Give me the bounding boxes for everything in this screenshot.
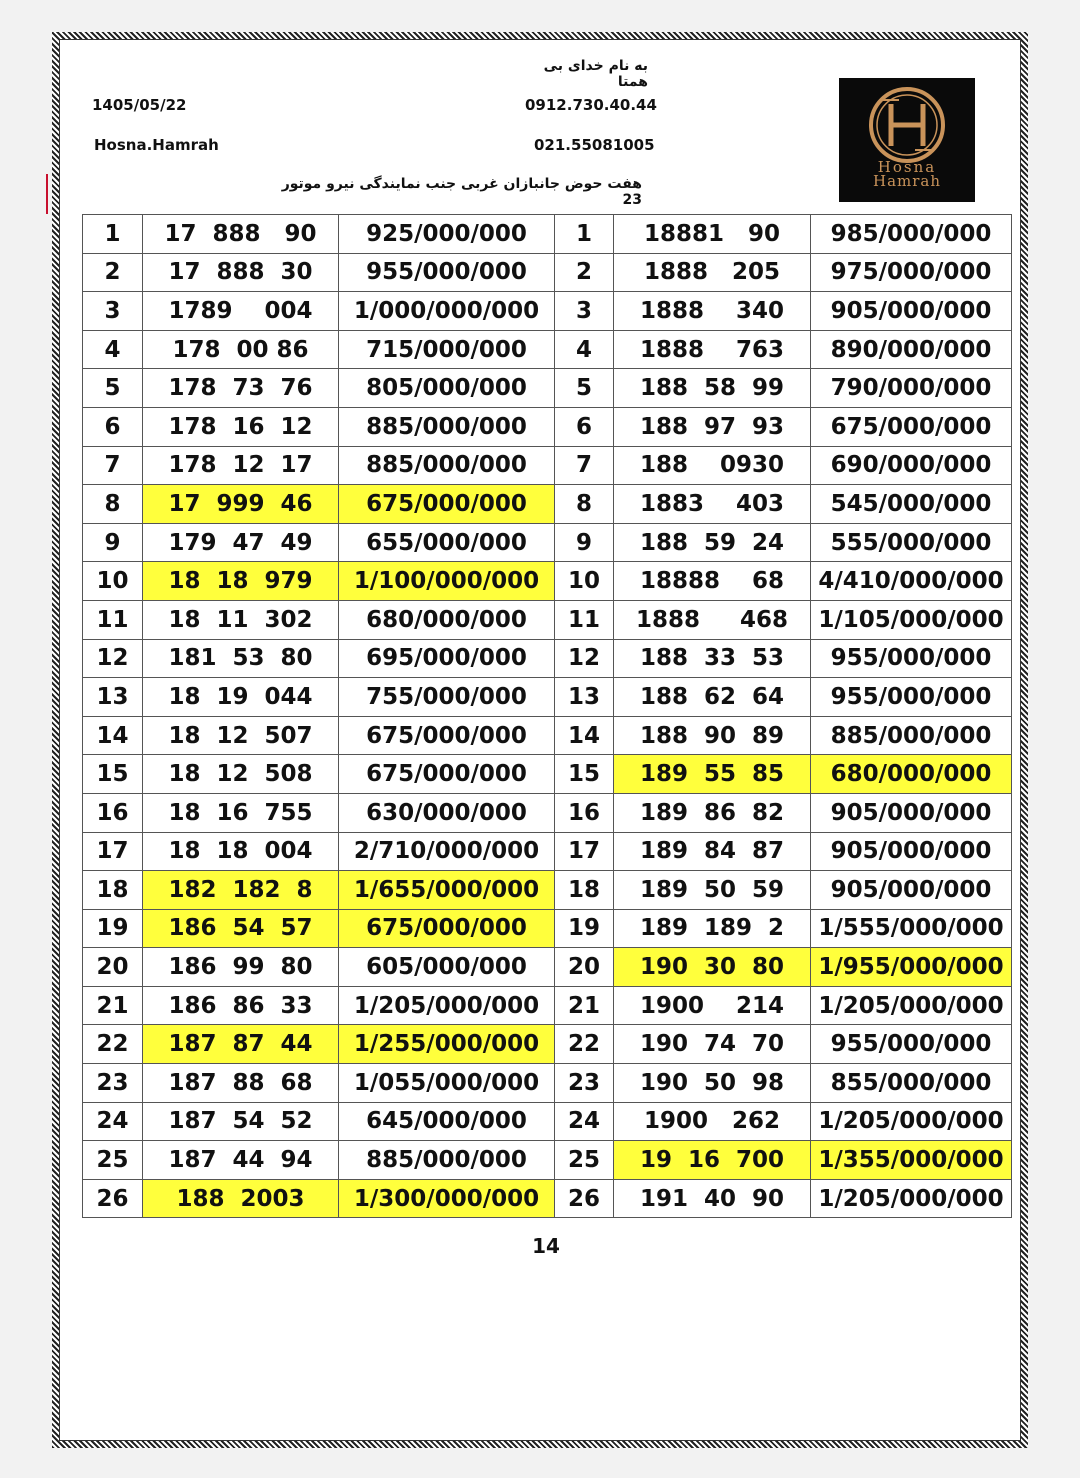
price-table-body xyxy=(83,215,1012,1218)
office-phone-number: 021.55081005 xyxy=(534,136,655,154)
left-row-number: 17 xyxy=(83,832,143,871)
table-row xyxy=(83,948,1012,987)
left-price: 1/055/000/000 xyxy=(339,1064,555,1103)
right-sim-number: 1900 262 xyxy=(614,1102,811,1141)
right-sim-number: 189 189 2 xyxy=(614,909,811,948)
left-price: 675/000/000 xyxy=(339,755,555,794)
left-row-number: 5 xyxy=(83,369,143,408)
left-price: 1/205/000/000 xyxy=(339,986,555,1025)
left-sim-number: 1789 004 xyxy=(143,292,339,331)
table-row xyxy=(83,832,1012,871)
left-sim-number: 18 18 004 xyxy=(143,832,339,871)
right-row-number: 3 xyxy=(555,292,614,331)
left-row-number: 6 xyxy=(83,407,143,446)
right-row-number: 12 xyxy=(555,639,614,678)
right-row-number: 8 xyxy=(555,485,614,524)
left-row-number: 1 xyxy=(83,215,143,254)
left-sim-number: 178 73 76 xyxy=(143,369,339,408)
right-row-number: 11 xyxy=(555,600,614,639)
table-row xyxy=(83,523,1012,562)
left-price: 885/000/000 xyxy=(339,1141,555,1180)
right-sim-number: 189 55 85 xyxy=(614,755,811,794)
left-row-number: 4 xyxy=(83,330,143,369)
right-price: 955/000/000 xyxy=(811,678,1012,717)
left-row-number: 15 xyxy=(83,755,143,794)
right-sim-number: 188 58 99 xyxy=(614,369,811,408)
right-row-number: 19 xyxy=(555,909,614,948)
table-row xyxy=(83,485,1012,524)
right-row-number: 25 xyxy=(555,1141,614,1180)
right-row-number: 14 xyxy=(555,716,614,755)
table-row xyxy=(83,909,1012,948)
right-price: 1/955/000/000 xyxy=(811,948,1012,987)
left-price: 885/000/000 xyxy=(339,407,555,446)
table-row xyxy=(83,871,1012,910)
right-sim-number: 189 84 87 xyxy=(614,832,811,871)
left-row-number: 2 xyxy=(83,253,143,292)
left-sim-number: 188 2003 xyxy=(143,1179,339,1218)
right-sim-number: 189 86 82 xyxy=(614,793,811,832)
left-row-number: 12 xyxy=(83,639,143,678)
left-price: 630/000/000 xyxy=(339,793,555,832)
right-price: 555/000/000 xyxy=(811,523,1012,562)
right-row-number: 18 xyxy=(555,871,614,910)
left-price: 715/000/000 xyxy=(339,330,555,369)
right-sim-number: 1900 214 xyxy=(614,986,811,1025)
right-row-number: 5 xyxy=(555,369,614,408)
left-sim-number: 18 19 044 xyxy=(143,678,339,717)
right-price: 885/000/000 xyxy=(811,716,1012,755)
table-row xyxy=(83,215,1012,254)
red-margin-mark xyxy=(46,174,48,214)
left-sim-number: 186 54 57 xyxy=(143,909,339,948)
right-price: 905/000/000 xyxy=(811,871,1012,910)
left-price: 675/000/000 xyxy=(339,485,555,524)
left-sim-number: 186 86 33 xyxy=(143,986,339,1025)
right-price: 985/000/000 xyxy=(811,215,1012,254)
table-row xyxy=(83,1179,1012,1218)
right-price: 1/205/000/000 xyxy=(811,1102,1012,1141)
price-table xyxy=(82,214,1012,1218)
left-row-number: 10 xyxy=(83,562,143,601)
right-sim-number: 188 97 93 xyxy=(614,407,811,446)
left-price: 755/000/000 xyxy=(339,678,555,717)
right-sim-number: 188 90 89 xyxy=(614,716,811,755)
left-row-number: 8 xyxy=(83,485,143,524)
right-row-number: 22 xyxy=(555,1025,614,1064)
right-row-number: 9 xyxy=(555,523,614,562)
left-row-number: 25 xyxy=(83,1141,143,1180)
address-text: هفت حوض جانبازان غربی جنب نمایندگی نیرو موتور 23 xyxy=(281,176,642,208)
right-price: 975/000/000 xyxy=(811,253,1012,292)
right-price: 1/205/000/000 xyxy=(811,986,1012,1025)
left-row-number: 7 xyxy=(83,446,143,485)
left-price: 1/100/000/000 xyxy=(339,562,555,601)
left-price: 1/300/000/000 xyxy=(339,1179,555,1218)
left-price: 805/000/000 xyxy=(339,369,555,408)
left-sim-number: 18 11 302 xyxy=(143,600,339,639)
left-price: 695/000/000 xyxy=(339,639,555,678)
left-sim-number: 187 88 68 xyxy=(143,1064,339,1103)
left-row-number: 3 xyxy=(83,292,143,331)
right-price: 680/000/000 xyxy=(811,755,1012,794)
right-row-number: 20 xyxy=(555,948,614,987)
left-price: 2/710/000/000 xyxy=(339,832,555,871)
left-price: 1/655/000/000 xyxy=(339,871,555,910)
left-price: 645/000/000 xyxy=(339,1102,555,1141)
left-price: 605/000/000 xyxy=(339,948,555,987)
right-sim-number: 188 0930 xyxy=(614,446,811,485)
right-sim-number: 19 16 700 xyxy=(614,1141,811,1180)
right-price: 855/000/000 xyxy=(811,1064,1012,1103)
right-row-number: 23 xyxy=(555,1064,614,1103)
left-sim-number: 17 888 30 xyxy=(143,253,339,292)
right-price: 1/205/000/000 xyxy=(811,1179,1012,1218)
table-row xyxy=(83,755,1012,794)
right-sim-number: 1888 468 xyxy=(614,600,811,639)
left-sim-number: 18 16 755 xyxy=(143,793,339,832)
right-row-number: 15 xyxy=(555,755,614,794)
right-price: 1/555/000/000 xyxy=(811,909,1012,948)
right-sim-number: 190 50 98 xyxy=(614,1064,811,1103)
right-row-number: 7 xyxy=(555,446,614,485)
right-price: 905/000/000 xyxy=(811,292,1012,331)
page-number: 14 xyxy=(532,1234,560,1258)
right-sim-number: 190 74 70 xyxy=(614,1025,811,1064)
left-sim-number: 17 999 46 xyxy=(143,485,339,524)
right-sim-number: 1883 403 xyxy=(614,485,811,524)
right-sim-number: 188 62 64 xyxy=(614,678,811,717)
right-price: 955/000/000 xyxy=(811,1025,1012,1064)
left-row-number: 21 xyxy=(83,986,143,1025)
left-row-number: 22 xyxy=(83,1025,143,1064)
right-row-number: 13 xyxy=(555,678,614,717)
left-sim-number: 18 12 508 xyxy=(143,755,339,794)
right-sim-number: 18881 90 xyxy=(614,215,811,254)
table-row xyxy=(83,639,1012,678)
left-sim-number: 187 44 94 xyxy=(143,1141,339,1180)
right-sim-number: 188 59 24 xyxy=(614,523,811,562)
right-row-number: 26 xyxy=(555,1179,614,1218)
table-row xyxy=(83,562,1012,601)
table-row xyxy=(83,1141,1012,1180)
left-row-number: 26 xyxy=(83,1179,143,1218)
left-sim-number: 178 16 12 xyxy=(143,407,339,446)
right-row-number: 10 xyxy=(555,562,614,601)
table-row xyxy=(83,986,1012,1025)
right-price: 690/000/000 xyxy=(811,446,1012,485)
table-row xyxy=(83,716,1012,755)
table-row xyxy=(83,1025,1012,1064)
left-row-number: 11 xyxy=(83,600,143,639)
right-price: 1/105/000/000 xyxy=(811,600,1012,639)
left-sim-number: 181 53 80 xyxy=(143,639,339,678)
right-row-number: 21 xyxy=(555,986,614,1025)
table-row xyxy=(83,292,1012,331)
left-row-number: 24 xyxy=(83,1102,143,1141)
right-row-number: 6 xyxy=(555,407,614,446)
left-sim-number: 187 54 52 xyxy=(143,1102,339,1141)
invocation-text: به نام خدای بی همتا xyxy=(543,58,648,90)
left-row-number: 18 xyxy=(83,871,143,910)
brand-name: Hosna.Hamrah xyxy=(94,136,219,154)
left-sim-number: 18 18 979 xyxy=(143,562,339,601)
right-price: 905/000/000 xyxy=(811,832,1012,871)
right-sim-number: 190 30 80 xyxy=(614,948,811,987)
document-date: 1405/05/22 xyxy=(92,96,187,114)
right-price: 4/410/000/000 xyxy=(811,562,1012,601)
table-row xyxy=(83,407,1012,446)
left-price: 1/000/000/000 xyxy=(339,292,555,331)
left-sim-number: 17 888 90 xyxy=(143,215,339,254)
table-row xyxy=(83,678,1012,717)
table-row xyxy=(83,330,1012,369)
right-row-number: 16 xyxy=(555,793,614,832)
table-row xyxy=(83,1064,1012,1103)
right-price: 905/000/000 xyxy=(811,793,1012,832)
table-row xyxy=(83,253,1012,292)
left-sim-number: 178 00 86 xyxy=(143,330,339,369)
left-price: 925/000/000 xyxy=(339,215,555,254)
table-row xyxy=(83,369,1012,408)
left-price: 655/000/000 xyxy=(339,523,555,562)
left-price: 1/255/000/000 xyxy=(339,1025,555,1064)
right-price: 675/000/000 xyxy=(811,407,1012,446)
left-row-number: 14 xyxy=(83,716,143,755)
right-price: 790/000/000 xyxy=(811,369,1012,408)
left-price: 675/000/000 xyxy=(339,909,555,948)
table-row xyxy=(83,793,1012,832)
right-sim-number: 18888 68 xyxy=(614,562,811,601)
right-price: 890/000/000 xyxy=(811,330,1012,369)
right-row-number: 24 xyxy=(555,1102,614,1141)
table-row xyxy=(83,600,1012,639)
left-sim-number: 18 12 507 xyxy=(143,716,339,755)
left-price: 955/000/000 xyxy=(339,253,555,292)
right-sim-number: 1888 763 xyxy=(614,330,811,369)
left-row-number: 23 xyxy=(83,1064,143,1103)
right-sim-number: 1888 205 xyxy=(614,253,811,292)
left-sim-number: 182 182 8 xyxy=(143,871,339,910)
right-row-number: 17 xyxy=(555,832,614,871)
mobile-phone-number: 0912.730.40.44 xyxy=(525,96,657,114)
left-sim-number: 179 47 49 xyxy=(143,523,339,562)
left-sim-number: 187 87 44 xyxy=(143,1025,339,1064)
left-row-number: 19 xyxy=(83,909,143,948)
left-row-number: 13 xyxy=(83,678,143,717)
right-price: 1/355/000/000 xyxy=(811,1141,1012,1180)
left-row-number: 20 xyxy=(83,948,143,987)
left-price: 675/000/000 xyxy=(339,716,555,755)
right-sim-number: 188 33 53 xyxy=(614,639,811,678)
left-price: 680/000/000 xyxy=(339,600,555,639)
right-price: 545/000/000 xyxy=(811,485,1012,524)
right-sim-number: 191 40 90 xyxy=(614,1179,811,1218)
left-sim-number: 178 12 17 xyxy=(143,446,339,485)
logo-text-hamrah: Hamrah xyxy=(872,172,942,190)
right-sim-number: 189 50 59 xyxy=(614,871,811,910)
left-price: 885/000/000 xyxy=(339,446,555,485)
brand-logo xyxy=(839,78,975,202)
right-price: 955/000/000 xyxy=(811,639,1012,678)
left-row-number: 9 xyxy=(83,523,143,562)
right-row-number: 2 xyxy=(555,253,614,292)
right-row-number: 1 xyxy=(555,215,614,254)
logo-text-hosna: Hosna xyxy=(877,158,937,176)
left-row-number: 16 xyxy=(83,793,143,832)
right-row-number: 4 xyxy=(555,330,614,369)
right-sim-number: 1888 340 xyxy=(614,292,811,331)
left-sim-number: 186 99 80 xyxy=(143,948,339,987)
table-row xyxy=(83,1102,1012,1141)
table-row xyxy=(83,446,1012,485)
